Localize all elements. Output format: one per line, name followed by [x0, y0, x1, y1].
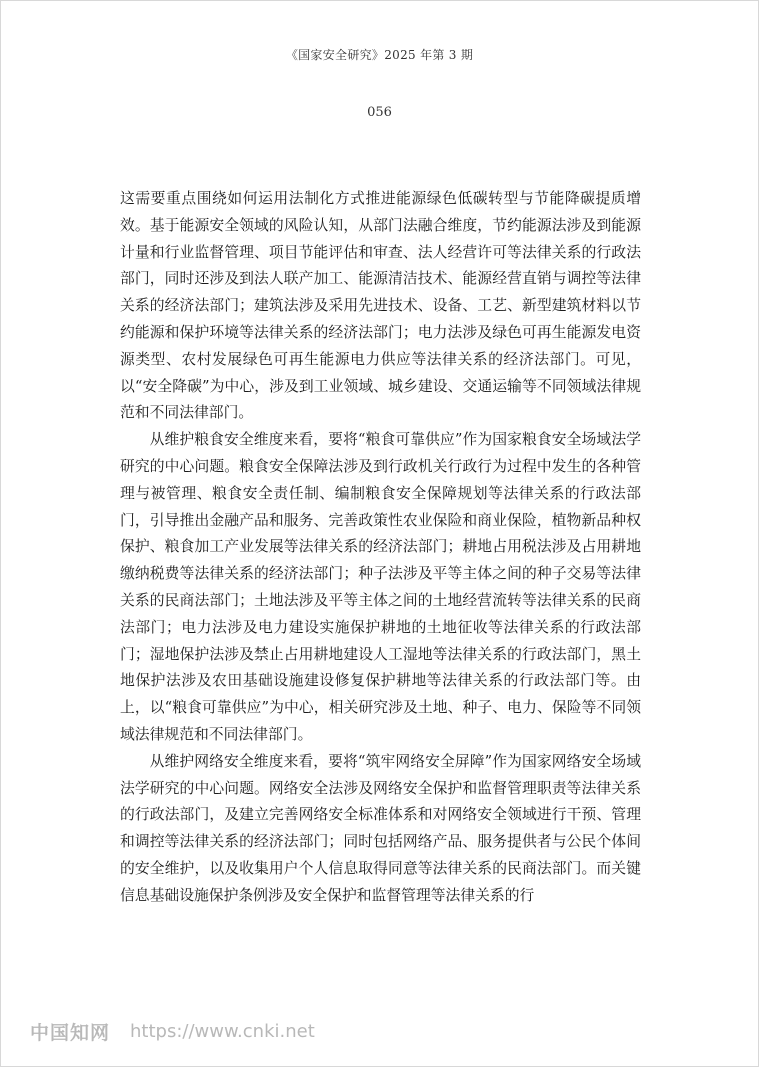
journal-issue-header: 《国家安全研究》2025 年第 3 期: [285, 48, 474, 62]
cnki-url: https://www.cnki.net: [130, 1021, 315, 1042]
paragraph-food-security: 从维护粮食安全维度来看，要将“粮食可靠供应”作为国家粮食安全场域法学研究的中心问题。粮食安全保障法涉及到行政机关行政行为过程中发生的各种管理与被管理、粮食安全责任制、编制粮食安全保障规划等法律关系的行政法部门，引导推出金融产品和服务、完善政策性农业保险和商业保险，植物新品种权保护、粮食加工产业发展等法律关系的经济法部门；耕地占用税法涉及占用耕地缴纳税费等法律关系的经济法部门；种子法涉及平等主体之间的种子交易等法律关系的民商法部门；土地法涉及平等主体之间的土地经营流转等法律关系的民商法部门；电力法涉及电力建设实施保护耕地的土地征收等法律关系的行政法部门；湿地保护法涉及禁止占用耕地建设人工湿地等法律关系的行政法部门，黑土地保护法涉及农田基础设施建设修复保护耕地等法律关系的行政法部门等。由上，以“粮食可靠供应”为中心，相关研究涉及土地、种子、电力、保险等不同领域法律规范和不同法律部门。: [120, 431, 641, 743]
paragraph-energy-security: 这需要重点围绕如何运用法制化方式推进能源绿色低碳转型与节能降碳提质增效。基于能源安全领域的风险认知，从部门法融合维度，节约能源法涉及到能源计量和行业监督管理、项目节能评估和审查、法人经营许可等法律关系的行政法部门，同时还涉及到法人联产加工、能源清洁技术、能源经营直销与调控等法律关系的经济法部门；建筑法涉及采用先进技术、设备、工艺、新型建筑材料以节约能源和保护环境等法律关系的经济法部门；电力法涉及绿色可再生能源发电资源类型、农村发展绿色可再生能源电力供应等法律关系的经济法部门。可见，以“安全降碳”为中心，涉及到工业领域、城乡建设、交通运输等不同领域法律规范和不同法律部门。: [120, 190, 641, 422]
paragraph-cyber-security: 从维护网络安全维度来看，要将“筑牢网络安全屏障”作为国家网络安全场域法学研究的中心问题。网络安全法涉及网络安全保护和监督管理职责等法律关系的行政法部门，及建立完善网络安全标准体系和对网络安全领域进行干预、管理和调控等法律关系的经济法部门；同时包括网络产品、服务提供者与公民个体间的安全维护，以及收集用户个人信息取得同意等法律关系的民商法部门。而关键信息基础设施保护条例涉及安全保护和监督管理等法律关系的行: [120, 752, 641, 904]
cnki-watermark: [30, 1018, 315, 1045]
page-number: 056: [367, 105, 392, 120]
cnki-logo: 中国知网: [30, 1022, 111, 1044]
article-body: [120, 186, 641, 910]
